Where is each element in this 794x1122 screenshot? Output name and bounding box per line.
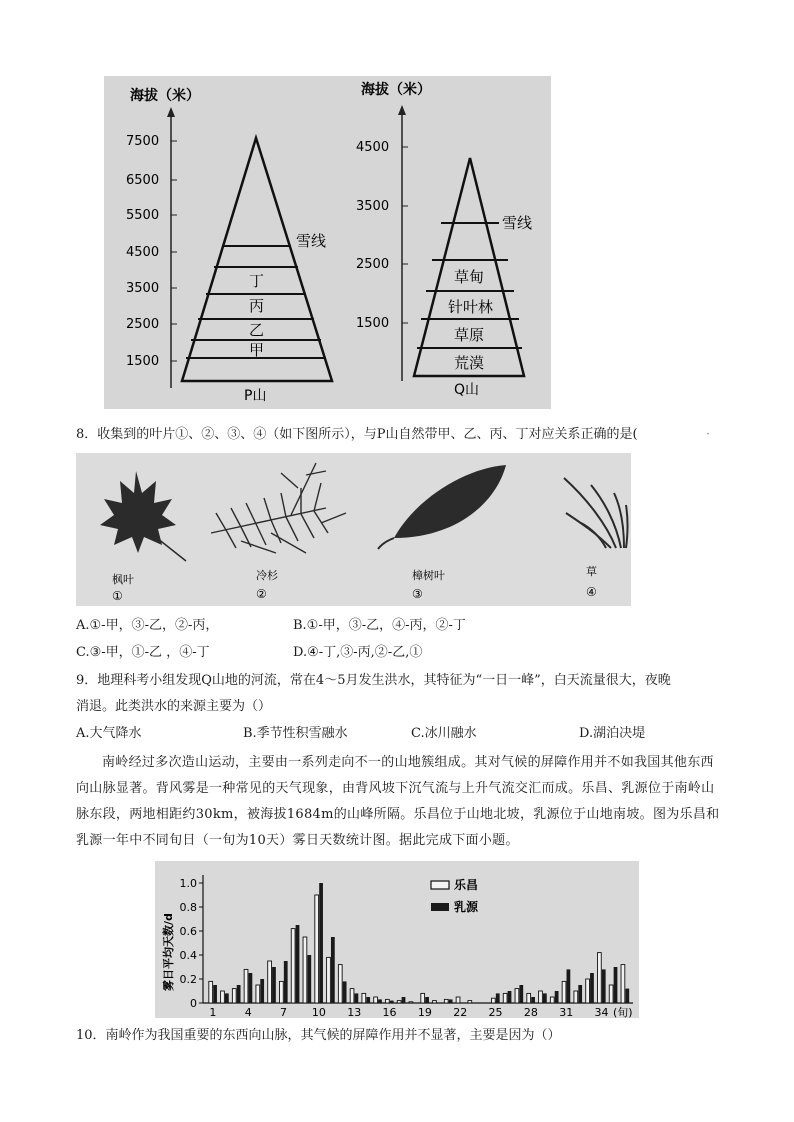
x-tick-label: 16 (382, 1006, 397, 1018)
q-zone-label: 草甸 (454, 268, 485, 286)
p-axis-title: 海拔（米） (130, 88, 200, 104)
q8-option-d[interactable]: D.④-丁,③-丙,②-乙,① (293, 645, 423, 660)
q-mountain-name: Q山 (454, 382, 480, 398)
bar-lechang (291, 929, 295, 1003)
q-tick-label: 4500 (356, 140, 390, 155)
y-tick-label: 1.0 (179, 877, 197, 890)
bar-ruyuan (390, 1001, 394, 1003)
bar-ruyuan (307, 955, 311, 1003)
bar-ruyuan (567, 969, 571, 1003)
q-zone-label: 草原 (454, 326, 485, 344)
q-tick-label: 1500 (356, 316, 390, 331)
bar-ruyuan (225, 993, 229, 1003)
bar-ruyuan (625, 989, 629, 1003)
bar-ruyuan (249, 973, 253, 1003)
bar-ruyuan (260, 979, 264, 1003)
bar-lechang (468, 1001, 472, 1003)
y-tick-label: 0.2 (179, 973, 197, 986)
fir-branch-icon (211, 463, 346, 553)
bar-ruyuan (519, 985, 523, 1003)
x-tick-label: 1 (209, 1006, 217, 1018)
bar-lechang (256, 985, 260, 1003)
p-tick-label: 1500 (126, 354, 160, 369)
leaf-name: 樟树叶 (412, 569, 445, 582)
bar-ruyuan (331, 937, 335, 1003)
p-tick-label: 6500 (126, 173, 160, 188)
bar-lechang (562, 981, 566, 1003)
p-tick-label: 3500 (126, 281, 160, 296)
bar-ruyuan (425, 997, 429, 1003)
legend-swatch-lechang (431, 881, 449, 889)
legend-label-ruyuan: 乳源 (454, 900, 479, 914)
bar-lechang (421, 993, 425, 1003)
bar-lechang (374, 997, 378, 1003)
bar-lechang (362, 993, 366, 1003)
passage-text: 南岭经过多次造山运动，主要由一系列走向不一的山地簇组成。其对气候的屏障作用并不如我国其他东西向山脉显著。背风雾是一种常见的天气现象，由背风坡下沉气流与上升气流交汇而成。乐昌、乳源位于南岭山脉东段，两地相距约30km，被海拔1684m的山峰所隔。乐昌位于山地北坡，乳源位于山地南坡。图为乐昌和乳源一年中不同旬日（一旬为10天）雾日天数统计图。据此完成下面小题。 (76, 755, 720, 848)
bar-lechang (303, 937, 307, 1003)
p-ticks (171, 141, 177, 361)
bar-ruyuan (508, 991, 512, 1003)
x-tick-label: 10 (311, 1006, 326, 1018)
x-tick-label: 34 (594, 1006, 609, 1018)
bar-lechang (279, 981, 283, 1003)
chart-legend (431, 877, 479, 914)
chart-x-axis-label: (旬) (613, 1006, 633, 1018)
bar-lechang (456, 997, 460, 1003)
legend-swatch-ruyuan (431, 903, 449, 911)
bar-lechang (397, 1001, 401, 1003)
bar-ruyuan (319, 883, 323, 1003)
bar-ruyuan (355, 993, 359, 1003)
bar-lechang (621, 965, 625, 1003)
bar-lechang (409, 1002, 413, 1003)
p-snowline-label: 雪线 (296, 232, 327, 250)
bar-lechang (209, 981, 213, 1003)
bar-lechang (597, 953, 601, 1003)
fog-days-chart (155, 861, 639, 1018)
x-tick-label: 13 (347, 1006, 362, 1018)
bar-lechang (586, 979, 590, 1003)
x-tick-label: 31 (559, 1006, 574, 1018)
bar-lechang (385, 999, 389, 1003)
p-tick-label: 4500 (126, 245, 160, 260)
q9-option-b[interactable]: B.季节性积雪融水 (243, 726, 348, 741)
bar-ruyuan (555, 991, 559, 1003)
q8-option-b[interactable]: B.①-甲，③-乙，④-丙，②-丁 (293, 618, 466, 633)
leaf-name: 冷杉 (256, 569, 278, 582)
bar-ruyuan (496, 993, 500, 1003)
grass-icon (564, 478, 628, 548)
mountain-zones-svg (104, 76, 551, 409)
y-tick-label: 0.8 (179, 901, 197, 914)
y-tick-label: 0.6 (179, 925, 197, 938)
bar-lechang (550, 997, 554, 1003)
chart-bars (209, 883, 629, 1003)
q8-stem: 8．收集到的叶片①、②、③、④（如下图所示），与P山自然带甲、乙、丙、丁对应关系正确的是( (76, 427, 638, 442)
q9-stem-line1: 9．地理科考小组发现Q山地的河流，常在4～5月发生洪水，其特征为“一日一峰”，白天流量很大，夜晚 (76, 673, 671, 688)
q-tick-label: 2500 (356, 257, 390, 272)
bar-ruyuan (237, 985, 241, 1003)
bar-lechang (527, 993, 531, 1003)
bar-ruyuan (590, 973, 594, 1003)
p-tick-label: 7500 (126, 134, 160, 149)
q8-stem-tail-mark: · (706, 427, 711, 442)
x-tick-label: 22 (453, 1006, 468, 1018)
q-zone-label: 针叶林 (448, 298, 494, 316)
q8-option-c[interactable]: C.③-甲，①-乙 ，④-丁 (76, 645, 210, 660)
y-tick-label: 0.4 (179, 949, 197, 962)
bar-ruyuan (284, 961, 288, 1003)
bar-lechang (515, 989, 519, 1003)
x-tick-label: 19 (417, 1006, 432, 1018)
bar-ruyuan (343, 981, 347, 1003)
bar-ruyuan (543, 993, 547, 1003)
bar-ruyuan (366, 997, 370, 1003)
bar-lechang (491, 998, 495, 1003)
x-tick-label: 4 (244, 1006, 252, 1018)
x-tick-label: 7 (280, 1006, 288, 1018)
bar-lechang (327, 957, 331, 1003)
p-tick-label: 2500 (126, 317, 160, 332)
mountain-zones-figure (104, 76, 551, 409)
q9-option-d[interactable]: D.湖泊决堤 (579, 726, 646, 741)
bar-lechang (338, 965, 342, 1003)
fog-days-chart-svg (155, 861, 639, 1018)
bar-lechang (539, 991, 543, 1003)
q-tick-label: 3500 (356, 199, 390, 214)
chart-y-ticks (180, 877, 204, 1010)
p-mountain-name: P山 (244, 388, 267, 404)
bar-ruyuan (213, 985, 217, 1003)
q-axis-title: 海拔（米） (361, 82, 431, 98)
q-ticks (402, 147, 408, 323)
leaf-name: 草 (586, 565, 597, 578)
bar-ruyuan (378, 999, 382, 1003)
bar-ruyuan (531, 997, 535, 1003)
q-snowline-label: 雪线 (502, 214, 533, 232)
camphor-leaf-icon (378, 465, 506, 549)
bar-ruyuan (614, 967, 618, 1003)
leaf-number: ③ (412, 587, 423, 601)
leaf-number: ② (256, 587, 267, 601)
chart-x-ticks (209, 1006, 608, 1018)
p-tick-label: 5500 (126, 208, 160, 223)
bar-ruyuan (602, 969, 606, 1003)
bar-ruyuan (578, 985, 582, 1003)
bar-ruyuan (296, 925, 300, 1003)
p-y-axis-arrow (167, 107, 175, 117)
q9-option-a[interactable]: A.大气降水 (76, 726, 142, 741)
bar-lechang (433, 1001, 437, 1003)
x-tick-label: 25 (488, 1006, 503, 1018)
bar-lechang (268, 961, 272, 1003)
bar-ruyuan (272, 967, 276, 1003)
y-tick-label: 0 (190, 997, 197, 1010)
bar-lechang (315, 895, 319, 1003)
bar-lechang (244, 969, 248, 1003)
legend-label-lechang: 乐昌 (454, 878, 479, 892)
leaf-number: ④ (586, 585, 597, 599)
bar-ruyuan (449, 999, 453, 1003)
p-zone-label: 丁 (249, 272, 265, 290)
bar-lechang (221, 991, 225, 1003)
bar-lechang (444, 999, 448, 1003)
bar-lechang (232, 989, 236, 1003)
bar-lechang (503, 993, 507, 1003)
leaves-figure (76, 453, 631, 606)
q8-option-a[interactable]: A.①-甲，③-乙，②-丙， (76, 618, 219, 633)
chart-y-axis-label: 雾日平均天数/d (162, 913, 175, 991)
q-y-axis-arrow (398, 105, 406, 115)
p-zone-label: 乙 (249, 321, 265, 339)
bar-ruyuan (402, 997, 406, 1003)
bar-lechang (350, 989, 354, 1003)
leaves-svg (76, 453, 631, 606)
q10-stem: 10．南岭作为我国重要的东西向山脉，其气候的屏障作用并不显著，主要是因为（） (76, 1028, 561, 1043)
leaf-name: 枫叶 (112, 573, 134, 586)
maple-leaf-icon (100, 471, 186, 561)
q-zone-label: 荒漠 (454, 354, 485, 372)
p-zone-label: 甲 (249, 341, 265, 359)
leaf-number: ① (112, 589, 123, 603)
x-tick-label: 28 (523, 1006, 538, 1018)
q9-option-c[interactable]: C.冰川融水 (411, 726, 477, 741)
q9-stem-line2: 消退。此类洪水的来源主要为（） (76, 699, 272, 714)
bar-lechang (574, 991, 578, 1003)
p-zone-label: 丙 (249, 297, 265, 315)
bar-lechang (609, 985, 613, 1003)
